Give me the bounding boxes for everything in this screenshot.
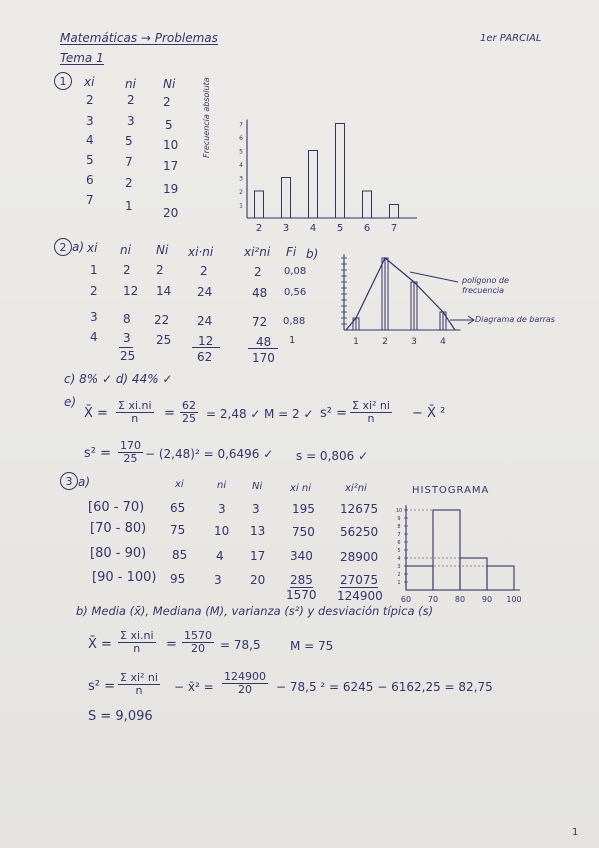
fraction-numerator: Σ xi² ni (120, 671, 158, 684)
p3-cell: [90 - 100) (92, 570, 157, 585)
p3-mean-formula (118, 630, 156, 654)
p1-cell: 5 (165, 118, 173, 132)
p2-header: xi·ni (188, 245, 214, 259)
fraction-denominator: 20 (191, 641, 205, 655)
p2-variance-lhs: s² = (320, 406, 348, 421)
p2-cell: 0,88 (283, 316, 306, 327)
chart1-y-tick: 4 (239, 162, 243, 169)
p2-mean-eq: = (164, 406, 175, 421)
tema-heading: Tema 1 (60, 51, 104, 65)
p2-cell: 48 (256, 335, 272, 349)
p2-cell: 2 (156, 263, 164, 277)
p1-header-ni: ni (125, 77, 136, 91)
p3-variance-values (222, 671, 268, 695)
p1-cell: 3 (127, 114, 135, 128)
p3-cell: 20 (250, 573, 266, 587)
p2-header: ni (120, 243, 131, 257)
page-title: Matemáticas → Problemas (60, 31, 218, 45)
polygon-annotation: polígono de frecuencia (462, 276, 509, 296)
fraction-denominator: 20 (238, 682, 252, 696)
p3-cell: 340 (290, 549, 313, 563)
p3-cell: 56250 (340, 525, 379, 539)
chart1-x-tick: 7 (390, 223, 398, 234)
p2-mean-lhs: X̄ = (84, 406, 108, 421)
p1-cell: 1 (125, 199, 133, 213)
p2-answers-cd: c) 8% ✓ d) 44% ✓ (64, 372, 173, 386)
chart1-y-tick: 6 (239, 135, 243, 142)
chart3-y-tick: 5 (397, 548, 401, 554)
p2-sum-n: 25 (120, 349, 136, 363)
fraction-numerator: Σ xi² ni (352, 399, 390, 412)
p2-cell: 22 (154, 313, 170, 327)
p1-cell: 3 (86, 114, 94, 128)
p3-mean-values (182, 630, 214, 654)
exam-label: 1er PARCIAL (480, 33, 542, 44)
fraction-numerator: Σ xi.ni (120, 629, 154, 642)
p3-part-a: a) (78, 475, 91, 489)
chart1-x-tick: 5 (336, 223, 344, 234)
p3-header: Ni (252, 481, 263, 492)
p2-cell: 0,56 (284, 287, 307, 298)
chart3-y-tick: 8 (397, 524, 401, 530)
p2-mean-result: = 2,48 ✓ (206, 407, 261, 421)
p2-header: Fi (286, 245, 297, 259)
p2-cell: 2 (123, 263, 131, 277)
p1-cell: 17 (163, 159, 179, 173)
p3-mean-result: = 78,5 (220, 638, 261, 652)
page-number: 1 (572, 827, 579, 838)
p1-header-Ni: Ni (163, 77, 176, 91)
fraction-numerator: 62 (182, 399, 196, 412)
p3-mean-lhs: X̄ = (88, 637, 112, 652)
p2-variance2-lhs: s² = (84, 446, 112, 461)
p2-median: M = 2 ✓ (264, 407, 314, 421)
chart1-x-tick: 6 (363, 223, 371, 234)
p3-cell: 85 (172, 548, 188, 562)
p2-variance-tail: − X̄ ² (412, 406, 446, 421)
p3-cell: 95 (170, 572, 186, 586)
p2-cell: 12 (198, 334, 214, 348)
chart3-bar (433, 510, 460, 590)
p3-cell: 3 (252, 502, 260, 516)
p3-cell: 195 (292, 502, 315, 516)
chart1-x-tick: 3 (282, 223, 290, 234)
p2-cell: 14 (156, 284, 172, 298)
p3-std-dev: S = 9,096 (88, 709, 153, 724)
p2-cell: 3 (123, 331, 131, 345)
p2-cell: 24 (197, 314, 213, 328)
chart3-x-tick: 60 (400, 595, 412, 604)
chart3-y-tick: 7 (397, 532, 401, 538)
p3-cell: 285 (290, 573, 313, 587)
p1-cell: 4 (86, 133, 94, 147)
p2-std-dev: s = 0,806 ✓ (296, 449, 369, 463)
p3-header: ni (217, 480, 227, 491)
fraction-numerator: 1570 (184, 629, 212, 642)
p3-cell: 27075 (340, 573, 379, 587)
p2-part-a: a) (72, 240, 85, 254)
p3-cell: 65 (170, 501, 186, 515)
p2-cell: 0,08 (284, 266, 307, 277)
p1-cell: 2 (86, 93, 94, 107)
chart1-y-tick: 1 (239, 202, 243, 210)
chart3-y-tick: 6 (397, 540, 401, 546)
p3-cell: 10 (214, 524, 230, 538)
p2-cell: 48 (252, 286, 268, 300)
p1-cell: 7 (86, 193, 94, 207)
p3-cell: 750 (292, 525, 315, 539)
p3-variance-result: − 78,5 ² = 6245 − 6162,25 = 82,75 (276, 680, 493, 694)
fraction-denominator: 25 (123, 451, 138, 465)
p2-cell: 2 (254, 265, 262, 279)
p2-header: Ni (156, 243, 169, 257)
p2-variance2-result: − (2,48)² = 0,6496 ✓ (145, 447, 274, 461)
p1-cell: 10 (163, 138, 179, 152)
chart1-y-tick: 3 (239, 175, 243, 183)
p1-cell: 2 (125, 176, 133, 190)
p2-cell: 25 (156, 333, 172, 347)
p3-cell: 3 (214, 573, 222, 587)
chart2-x-tick: 3 (411, 337, 417, 347)
p3-cell: 75 (170, 523, 186, 537)
chart3-x-tick: 100 (506, 595, 522, 604)
p2-cell: 4 (90, 330, 98, 344)
p3-part-b: b) Media (x̄), Mediana (M), varianza (s²) y desviación típica (s) (76, 604, 434, 618)
p3-cell: 28900 (340, 550, 379, 564)
p2-cell: 2 (90, 284, 98, 298)
chart3-y-tick: 3 (397, 564, 401, 570)
p1-cell: 20 (163, 206, 179, 220)
chart3-y-tick: 2 (397, 572, 401, 578)
p1-cell: 5 (86, 153, 94, 167)
chart3-y-tick: 10 (395, 508, 403, 514)
chart3-x-tick: 90 (481, 595, 493, 604)
p2-header: xi²ni (244, 245, 271, 259)
chart1-ylabel: Frecuencia absoluta (202, 77, 211, 158)
fraction-numerator: 124900 (224, 670, 266, 683)
fraction-denominator: n (367, 411, 375, 425)
fraction-denominator: n (131, 411, 139, 425)
p2-cell: 1 (289, 335, 296, 346)
p2-cell: 24 (197, 285, 213, 299)
p1-cell: 2 (127, 93, 135, 107)
p2-cell: 72 (252, 315, 268, 329)
histogram-title: HISTOGRAMA (412, 485, 490, 496)
chart3-y-tick: 4 (397, 556, 401, 562)
p3-cell: [60 - 70) (88, 500, 145, 515)
p3-cell: 12675 (340, 502, 379, 516)
p1-cell: 7 (125, 155, 133, 169)
p2-header: xi (87, 241, 98, 255)
p2-cell: 12 (123, 284, 139, 298)
p2-cell: 1 (90, 263, 98, 277)
chart3-bar (487, 566, 514, 590)
p3-sum-xn: 1570 (286, 588, 317, 602)
p3-header: xi ni (290, 483, 311, 494)
p3-mean-eq: = (166, 637, 177, 652)
bars-annotation: Diagrama de barras (475, 315, 555, 324)
chart3-y-tick: 9 (397, 516, 401, 522)
fraction-denominator: n (133, 641, 141, 655)
p2-part-e: e) (64, 395, 77, 409)
p1-cell: 5 (125, 134, 133, 148)
p3-header: xi (175, 479, 184, 490)
p3-variance-mid: − x̄² = (174, 680, 214, 694)
chart2-x-tick: 2 (382, 337, 388, 347)
p3-median: M = 75 (290, 639, 334, 653)
chart3-bar (460, 558, 487, 590)
p1-cell: 19 (163, 182, 179, 196)
chart1-y-tick: 5 (239, 148, 243, 156)
chart1-y-tick: 7 (239, 121, 243, 129)
p3-cell: 17 (250, 549, 266, 563)
problem-2-number: 2 (59, 240, 67, 254)
chart1-x-tick: 4 (309, 223, 317, 234)
p3-header: xi²ni (345, 483, 367, 494)
chart3-bar (406, 566, 433, 590)
p3-cell: [70 - 80) (90, 521, 147, 536)
chart1-x-tick: 2 (255, 223, 263, 234)
fraction-numerator: 170 (120, 439, 141, 452)
p2-cell: 8 (123, 312, 131, 326)
fraction-denominator: n (135, 683, 143, 697)
p3-cell: 4 (216, 549, 224, 563)
p3-variance-formula (118, 672, 160, 696)
problem-3-number: 3 (65, 474, 73, 488)
p3-sum-x2n: 124900 (337, 589, 383, 603)
p3-variance-lhs: s² = (88, 679, 116, 694)
p3-cell: 13 (250, 524, 266, 538)
p3-cell: [80 - 90) (90, 546, 147, 561)
p2-cell: 2 (200, 264, 208, 278)
p2-cell: 3 (90, 310, 98, 324)
chart1-y-tick: 2 (239, 189, 243, 196)
p2-sum-xn: 62 (197, 350, 213, 364)
p1-cell: 6 (86, 173, 94, 187)
chart3-x-tick: 80 (454, 595, 466, 604)
fraction-denominator: 25 (182, 411, 196, 425)
p2-part-b: b) (306, 247, 319, 261)
chart3-x-tick: 70 (427, 595, 439, 604)
chart3-y-tick: 1 (397, 580, 401, 586)
p2-sum-x2n: 170 (252, 351, 275, 365)
problem-1-number: 1 (59, 74, 67, 88)
p1-cell: 2 (163, 95, 171, 109)
chart2-x-tick: 4 (440, 337, 446, 347)
p1-header-xi: xi (84, 75, 95, 89)
p3-cell: 3 (218, 502, 226, 516)
fraction-numerator: Σ xi.ni (118, 399, 152, 412)
chart2-x-tick: 1 (353, 337, 359, 347)
